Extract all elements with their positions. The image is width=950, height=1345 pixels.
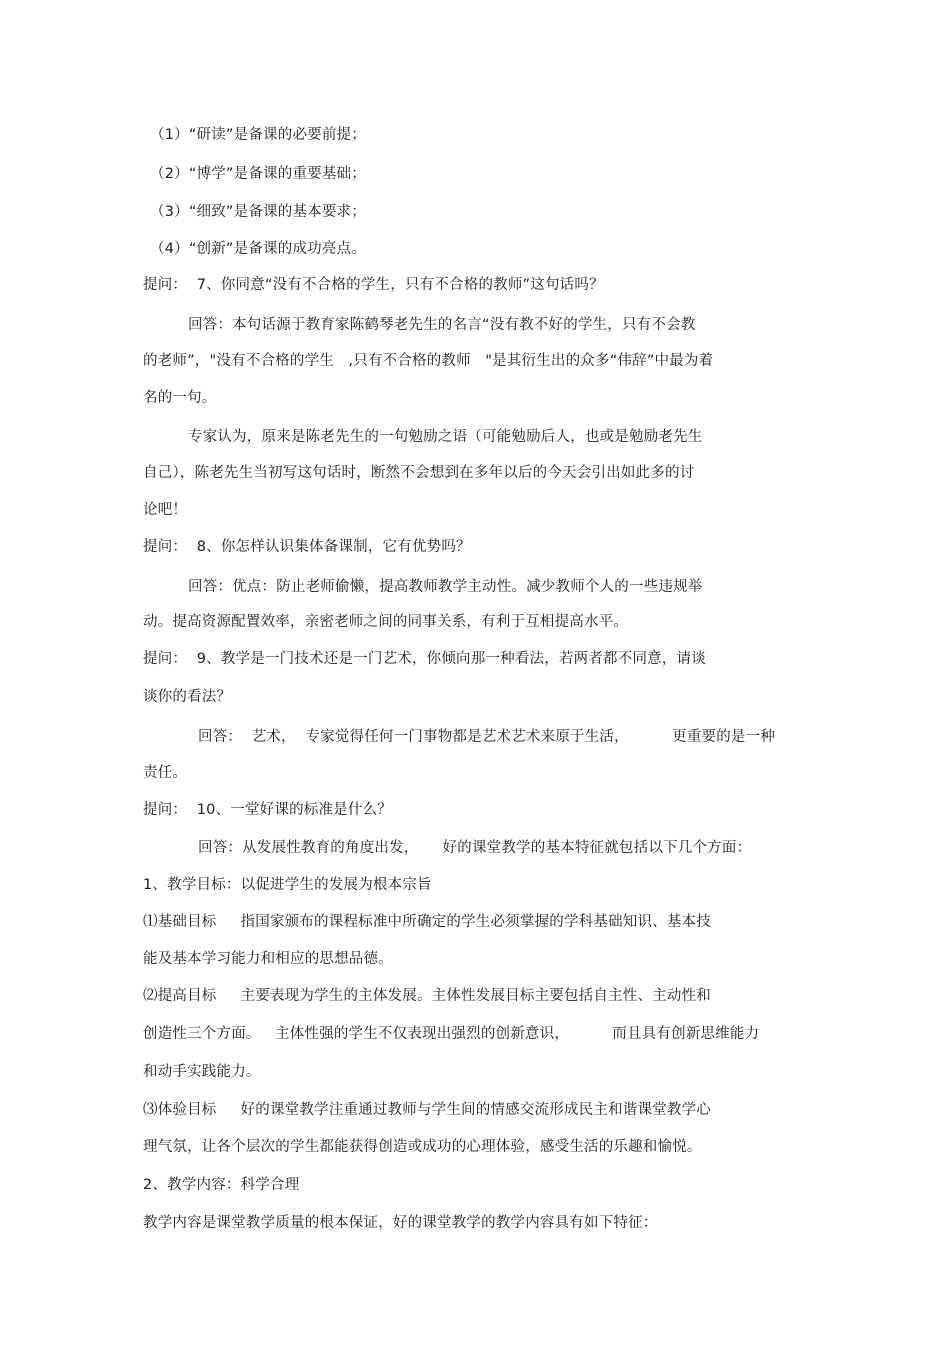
question-8: 提问： 8、你怎样认识集体备课制，它有优势吗？: [143, 539, 471, 555]
answer-9-line: 回答： 艺术， 专家觉得任何一门事物都是艺术艺术来原于生活， 更重要的是一种: [198, 729, 776, 745]
paragraph-line: ⑴基础目标 指国家颁布的课程标准中所确定的学生必须掌握的学科基础知识、基本技: [143, 914, 711, 930]
question-7: 提问： 7、你同意“没有不合格的学生，只有不合格的教师”这句话吗？: [143, 277, 604, 293]
answer-10-line: 回答：从发展性教育的角度出发， 好的课堂教学的基本特征就包括以下几个方面：: [198, 840, 752, 856]
paragraph-line: ⑵提高目标 主要表现为学生的主体发展。主体性发展目标主要包括自主性、主动性和: [143, 988, 711, 1004]
list-item: （1）“研读”是备课的必要前提；: [150, 127, 366, 143]
section-heading: 2、教学内容：科学合理: [143, 1177, 300, 1193]
list-item: （4）“创新”是备课的成功亮点。: [150, 241, 366, 257]
answer-7-line: 的老师”，"没有不合格的学生 ,只有不合格的教师 "是其衍生出的众多“伟辞”中最为着: [143, 353, 714, 369]
answer-7-line: 论吧！: [143, 502, 188, 518]
question-9: 谈你的看法？: [143, 689, 232, 705]
answer-9-line: 责任。: [143, 765, 188, 781]
paragraph-line: 理气氛，让各个层次的学生都能获得创造或成功的心理体验，感受生活的乐趣和愉悦。: [143, 1139, 702, 1155]
question-10: 提问： 10、一堂好课的标准是什么？: [143, 802, 392, 818]
paragraph-line: 教学内容是课堂教学质量的根本保证，好的课堂教学的教学内容具有如下特征：: [143, 1215, 658, 1231]
paragraph-line: 和动手实践能力。: [143, 1064, 261, 1080]
list-item: （3）“细致”是备课的基本要求；: [150, 204, 366, 220]
answer-7-line: 名的一句。: [143, 390, 217, 406]
answer-8-line: 回答：优点：防止老师偷懒，提高教师教学主动性。减少教师个人的一些违规举: [188, 579, 703, 595]
answer-7-line: 专家认为，原来是陈老先生的一句勉励之语（可能勉励后人，也或是勉励老先生: [188, 429, 703, 445]
list-item: （2）“博学”是备课的重要基础；: [150, 166, 366, 182]
paragraph-line: 创造性三个方面。 主体性强的学生不仅表现出强烈的创新意识， 而且具有创新思维能力: [143, 1026, 760, 1042]
question-9: 提问： 9、教学是一门技术还是一门艺术，你倾向那一种看法，若两者都不同意，请谈: [143, 651, 706, 667]
answer-8-line: 动。提高资源配置效率，亲密老师之间的同事关系，有利于互相提高水平。: [143, 614, 629, 630]
paragraph-line: 能及基本学习能力和相应的思想品德。: [143, 951, 393, 967]
section-heading: 1、教学目标：以促进学生的发展为根本宗旨: [143, 877, 432, 893]
answer-7-line: 自己），陈老先生当初写这句话时，断然不会想到在多年以后的今天会引出如此多的讨: [143, 465, 695, 481]
answer-7-line: 回答：本句话源于教育家陈鹤琴老先生的名言“没有教不好的学生，只有不会教: [188, 317, 696, 333]
paragraph-line: ⑶体验目标 好的课堂教学注重通过教师与学生间的情感交流形成民主和谐课堂教学心: [143, 1102, 711, 1118]
